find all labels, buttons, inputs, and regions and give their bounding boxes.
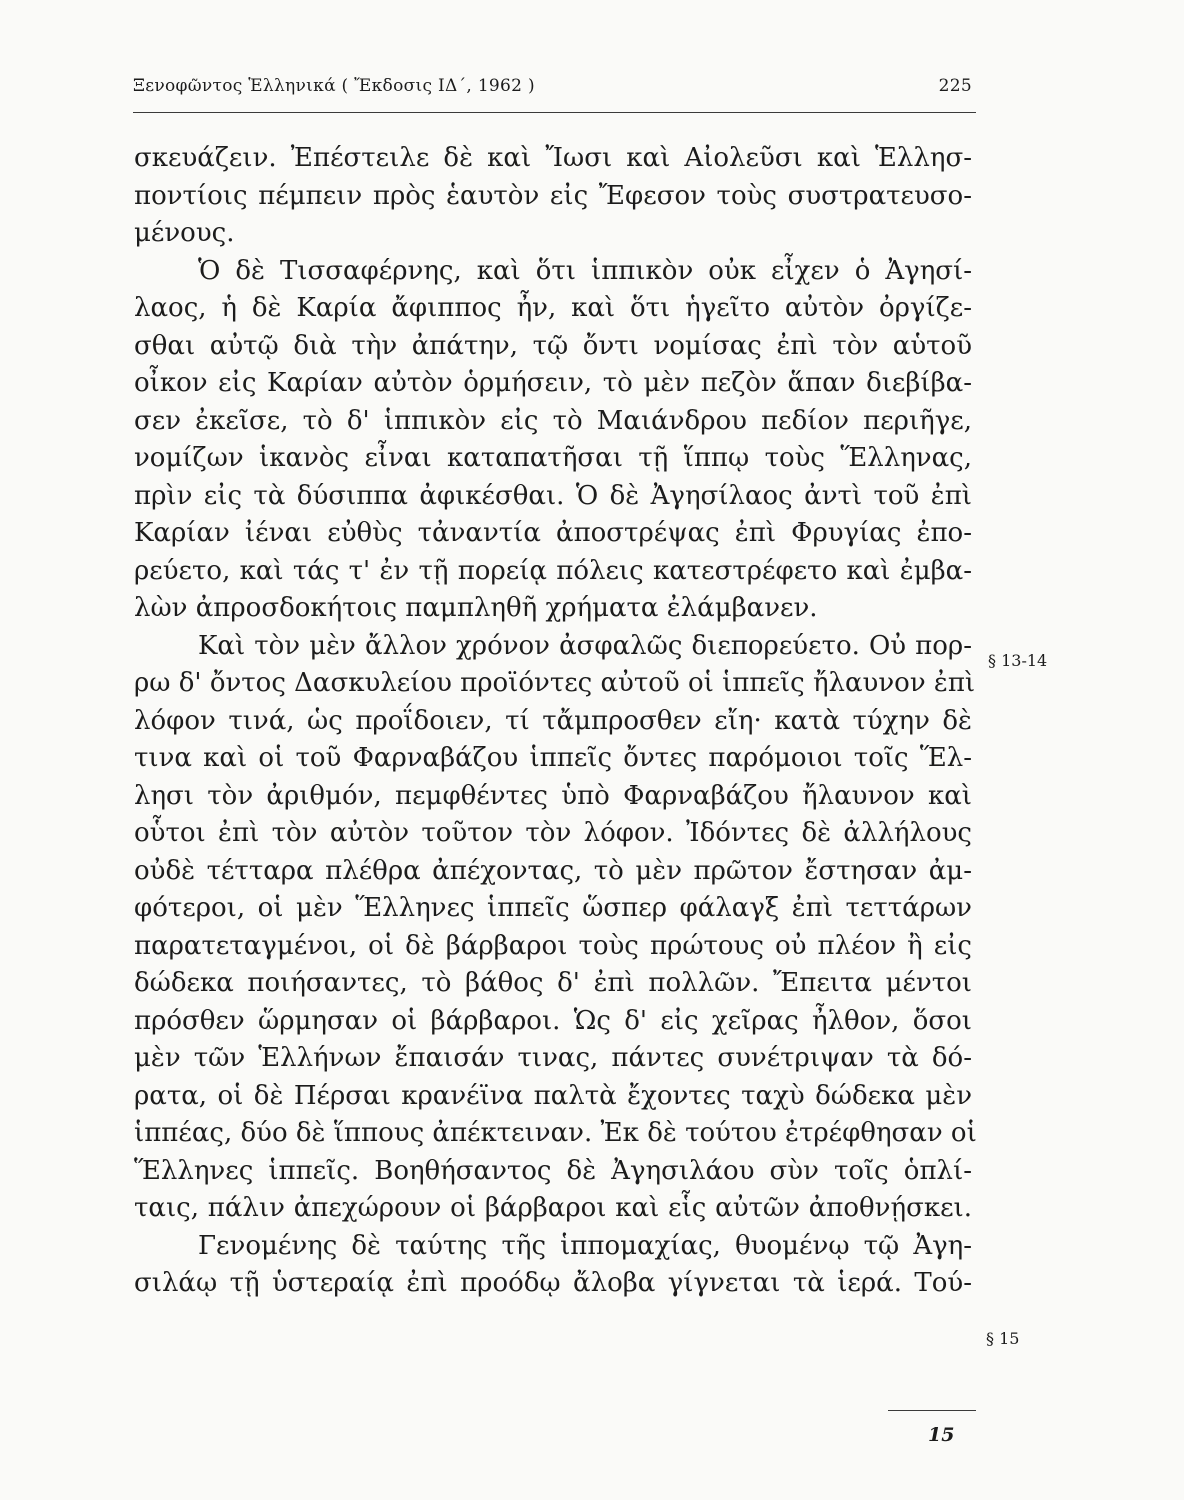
- margin-note-section-13-14: § 13-14: [988, 651, 1048, 670]
- text-line: δώδεκα ποιήσαντες, τὸ βάθος δ' ἐπὶ πολλῶν. Ἔπειτα μέντοι: [134, 968, 972, 998]
- running-header: [133, 74, 976, 104]
- text-line: ρατα, οἱ δὲ Πέρσαι κρανέϊνα παλτὰ ἔχοντες ταχὺ δώδεκα μὲν: [134, 1080, 972, 1111]
- text-line: παρατεταγμένοι, οἱ δὲ βάρβαροι τοὺς πρώτους οὐ πλέον ἢ εἰς: [134, 930, 972, 961]
- signature-mark: 15: [928, 1424, 955, 1446]
- text-line: φότεροι, οἱ μὲν Ἕλληνες ἱππεῖς ὥσπερ φάλαγξ ἐπὶ τεττάρων: [134, 893, 972, 923]
- text-line: νομίζων ἱκανὸς εἶναι καταπατῆσαι τῇ ἵππῳ τοὺς Ἕλληνας,: [134, 443, 972, 473]
- text-line: ρω δ' ὄντος Δασκυλείου προϊόντες αὐτοῦ οἱ ἱππεῖς ἤλαυνον ἐπὶ: [134, 668, 976, 698]
- text-line: Γενομένης δὲ ταύτης τῆς ἱππομαχίας, θυομένῳ τῷ Ἀγη-: [198, 1230, 972, 1261]
- text-line: σθαι αὐτῷ διὰ τὴν ἀπάτην, τῷ ὄντι νομίσας ἐπὶ τὸν αὑτοῦ: [134, 330, 972, 361]
- text-line: ποντίοις πέμπειν πρὸς ἑαυτὸν εἰς Ἔφεσον τοὺς συστρατευσο-: [134, 180, 972, 211]
- text-line: σιλάῳ τῇ ὑστεραίᾳ ἐπὶ προόδῳ ἄλοβα γίγνεται τὰ ἱερά. Τού-: [134, 1268, 972, 1298]
- text-line: οἶκον εἰς Καρίαν αὐτὸν ὁρμήσειν, τὸ μὲν πεζὸν ἅπαν διεβίβα-: [134, 368, 972, 398]
- text-line: Ὁ δὲ Τισσαφέρνης, καὶ ὅτι ἱππικὸν οὐκ εἶχεν ὁ Ἀγησί-: [198, 255, 972, 286]
- text-line: οὗτοι ἐπὶ τὸν αὐτὸν τοῦτον τὸν λόφον. Ἰδόντες δὲ ἀλλήλους: [134, 818, 972, 848]
- text-line: πρόσθεν ὥρμησαν οἱ βάρβαροι. Ὡς δ' εἰς χεῖρας ἦλθον, ὅσοι: [134, 1005, 972, 1036]
- text-line: πρὶν εἰς τὰ δύσιππα ἀφικέσθαι. Ὁ δὲ Ἀγησίλαος ἀντὶ τοῦ ἐπὶ: [134, 480, 972, 511]
- text-line: ἱππέας, δύο δὲ ἵππους ἀπέκτειναν. Ἐκ δὲ τούτου ἐτρέφθησαν οἱ: [134, 1118, 977, 1148]
- text-line: λόφον τινά, ὡς προΐδοιεν, τί τἄμπροσθεν εἴη· κατὰ τύχην δὲ: [134, 705, 972, 736]
- text-line: οὐδὲ τέτταρα πλέθρα ἀπέχοντας, τὸ μὲν πρῶτον ἔστησαν ἀμ-: [134, 855, 972, 886]
- text-line: τινα καὶ οἱ τοῦ Φαρναβάζου ἱππεῖς ὄντες παρόμοιοι τοῖς Ἕλ-: [134, 743, 972, 773]
- text-line: λαος, ἡ δὲ Καρία ἄφιππος ἦν, καὶ ὅτι ἡγεῖτο αὐτὸν ὀργίζε-: [134, 293, 972, 323]
- text-line: λησι τὸν ἀριθμόν, πεμφθέντες ὑπὸ Φαρναβάζου ἤλαυνον καὶ: [134, 780, 972, 811]
- text-line: ταις, πάλιν ἀπεχώρουν οἱ βάρβαροι καὶ εἷς αὐτῶν ἀποθνῄσκει.: [134, 1193, 972, 1223]
- text-line: σκευάζειν. Ἐπέστειλε δὲ καὶ Ἴωσι καὶ Αἰολεῦσι καὶ Ἑλλησ-: [134, 143, 972, 173]
- footer-rule: [888, 1410, 976, 1411]
- text-line: σεν ἐκεῖσε, τὸ δ' ἱππικὸν εἰς τὸ Μαιάνδρου πεδίον περιῆγε,: [134, 405, 972, 436]
- page-number: 225: [938, 76, 972, 96]
- body-text: [134, 140, 977, 1303]
- header-rule: [133, 112, 976, 113]
- text-line: Καρίαν ἰέναι εὐθὺς τἀναντία ἀποστρέψας ἐπὶ Φρυγίας ἐπο-: [134, 518, 972, 548]
- text-line: ρεύετο, καὶ τάς τ' ἐν τῇ πορείᾳ πόλεις κατεστρέφετο καὶ ἐμβα-: [134, 555, 972, 586]
- margin-note-section-15: § 15: [986, 1329, 1020, 1348]
- text-line: Καὶ τὸν μὲν ἄλλον χρόνον ἀσφαλῶς διεπορεύετο. Οὐ πορ-: [198, 630, 972, 661]
- running-title: Ξενοφῶντος Ἑλληνικά ( Ἔκδοσις ΙΔ΄, 1962 ): [133, 76, 535, 96]
- text-line: μένους.: [134, 218, 235, 248]
- text-line: λὼν ἀπροσδοκήτοις παμπληθῆ χρήματα ἐλάμβανεν.: [134, 593, 818, 623]
- text-line: Ἕλληνες ἱππεῖς. Βοηθήσαντος δὲ Ἀγησιλάου σὺν τοῖς ὁπλί-: [134, 1155, 972, 1186]
- text-line: μὲν τῶν Ἑλλήνων ἔπαισάν τινας, πάντες συνέτριψαν τὰ δό-: [134, 1043, 972, 1073]
